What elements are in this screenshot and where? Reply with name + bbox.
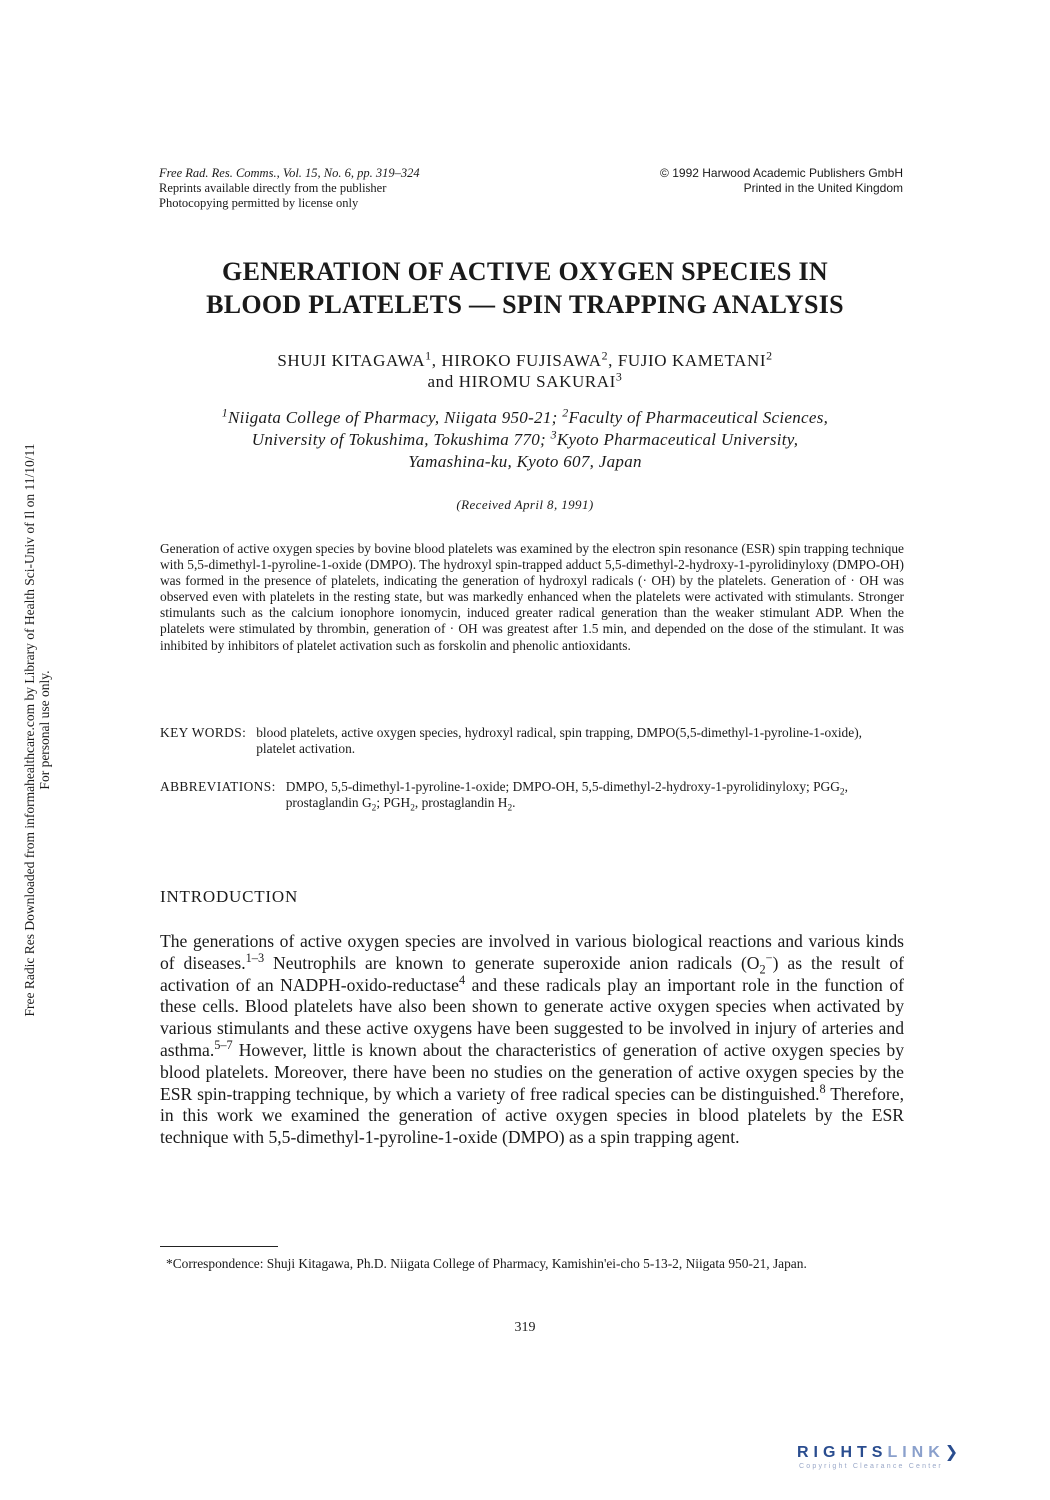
affiliation-text: Yamashina-ku, Kyoto 607, Japan xyxy=(408,452,642,471)
author-affil-mark: 3 xyxy=(615,369,623,384)
printed-line: Printed in the United Kingdom xyxy=(743,181,903,195)
author-name: SHUJI KITAGAWA xyxy=(277,351,426,370)
affiliation-text: Niigata College of Pharmacy, Niigata 950-21; xyxy=(228,408,558,427)
affiliation-text: Faculty of Pharmaceutical Sciences, xyxy=(568,408,829,427)
author-name: HIROKO FUJISAWA xyxy=(441,351,602,370)
page-number: 319 xyxy=(514,1320,536,1335)
journal-header xyxy=(159,166,579,211)
journal-citation: Free Rad. Res. Comms., Vol. 15, No. 6, pp. 319–324 xyxy=(159,166,420,180)
author-name: HIROMU SAKURAI xyxy=(458,372,616,391)
author-affil-mark: 2 xyxy=(766,348,773,363)
keywords-label: KEY WORDS: xyxy=(160,725,247,740)
correspondence-footnote: *Correspondence: Shuji Kitagawa, Ph.D. Niigata College of Pharmacy, Kamishin'ei-cho 5-13-2, Niigata 950-21, Japan. xyxy=(166,1256,807,1271)
article-title xyxy=(120,255,930,321)
citation-ref: 1–3 xyxy=(245,950,265,965)
received-date: (Received April 8, 1991) xyxy=(456,497,594,512)
copyright-line: © 1992 Harwood Academic Publishers GmbH xyxy=(660,166,903,180)
affiliation-text: University of Tokushima, Tokushima 770; xyxy=(251,430,547,449)
author-conjunction: and xyxy=(427,372,454,391)
rightslink-logo: RIGHTSLINK❯ Copyright Clearance Center xyxy=(797,1444,964,1470)
introduction-paragraph: The generations of active oxygen species are involved in various biological reactions and various kinds of diseases.$^{1-3}$ Neutrophils are known to generate superoxide anion radicals $(O_2^-)$ as the result of activation of an NADPH-oxido-reductase$^4$ and these radicals play an important role in the function of these cells. Blood platelets have also been shown to generate active oxygen species when activated by various stimulants and these active oxygens have been suggested to be involved in injury of arteries and asthma.$^{5-7}$ However, little is known about the characteristics of generation of active oxygen species by blood platelets. Moreover, there have been no studies on the generation of active oxygen species by the ESR spin-trapping technique, by which a variety of free radical species can be distinguished.$^8$ Therefore, in this work we examined the generation of active oxygen species in blood platelets by the ESR technique with 5,5-dimethyl-1-pyroline-1-oxide (DMPO) as a spin trapping agent. xyxy=(160,931,905,1148)
author-name: FUJIO KAMETANI xyxy=(617,351,767,370)
keywords xyxy=(160,725,904,757)
affiliations xyxy=(120,407,930,473)
title-line-2: BLOOD PLATELETS — SPIN TRAPPING ANALYSIS xyxy=(206,290,844,319)
download-notice-line: Free Radic Res Downloaded from informahealthcare.com by Library of Health Sci-Univ of Il on 11/10/11 xyxy=(22,443,37,1017)
download-notice-line: For personal use only. xyxy=(37,670,52,790)
citation-ref: 5–7 xyxy=(214,1038,233,1053)
footnote-divider xyxy=(160,1246,278,1247)
download-notice xyxy=(22,350,52,1110)
keywords-text: blood platelets, active oxygen species, hydroxyl radical, spin trapping, DMPO(5,5-dimethyl-1-pyroline-1-oxide), platelet activation. xyxy=(256,725,863,757)
citation-ref: 4 xyxy=(458,972,466,987)
citation-ref: 8 xyxy=(819,1081,826,1096)
section-heading-introduction: INTRODUCTION xyxy=(160,887,299,906)
photocopy-note: Photocopying permitted by license only xyxy=(159,196,359,210)
author-affil-mark: 1 xyxy=(425,348,432,363)
abbreviations-text: DMPO, 5,5-dimethyl-1-pyroline-1-oxide; DMPO-OH, 5,5-dimethyl-2-hydroxy-1-pyrolidinyloxy; $PGG_2$, prostaglandin $G_2$; $PGH_2$, prostaglandin $H_2$. xyxy=(285,779,848,814)
affil-mark: 2 xyxy=(562,405,569,420)
affil-mark: 3 xyxy=(550,427,557,442)
abbreviations xyxy=(160,779,904,814)
abbreviations-label: ABBREVIATIONS: xyxy=(160,779,276,794)
publisher-header xyxy=(543,166,903,196)
affiliation-text: Kyoto Pharmaceutical University, xyxy=(556,430,799,449)
abstract: Generation of active oxygen species by bovine blood platelets was examined by the electron spin resonance (ESR) spin trapping technique with 5,5-dimethyl-1-pyroline-1-oxide (DMPO). The hydroxyl spin-trapped adduct 5,5-dimethyl-2-hydroxy-1-pyrolidinyloxy (DMPO-OH) was formed in the presence of platelets, indicating the generation of hydroxyl radicals (· OH) by the platelets. Generation of · OH was observed even with platelets in the resting state, but was markedly enhanced when the platelets were activated with stimulants. Stronger stimulants such as the calcium ionophore ionomycin, induced greater radical generation than the weaker stimulant ADP. When the platelets were stimulated by thrombin, generation of · OH was greatest after 1.5 min, and depended on the dose of the stimulant. It was inhibited by inhibitors of platelet activation such as forskolin and phenolic antioxidants. xyxy=(160,541,904,653)
author-affil-mark: 2 xyxy=(601,348,609,363)
title-line-1: GENERATION OF ACTIVE OXYGEN SPECIES IN xyxy=(222,257,828,286)
rightslink-arrow-icon: ❯ xyxy=(944,1444,964,1461)
author-list: SHUJI KITAGAWA$^1$, HIROKO FUJISAWA$^2$, FUJIO KAMETANI$^2$ and HIROMU SAKURAI$^3$ xyxy=(277,348,773,391)
reprints-note: Reprints available directly from the publisher xyxy=(159,181,387,195)
affil-mark: 1 xyxy=(221,405,229,420)
